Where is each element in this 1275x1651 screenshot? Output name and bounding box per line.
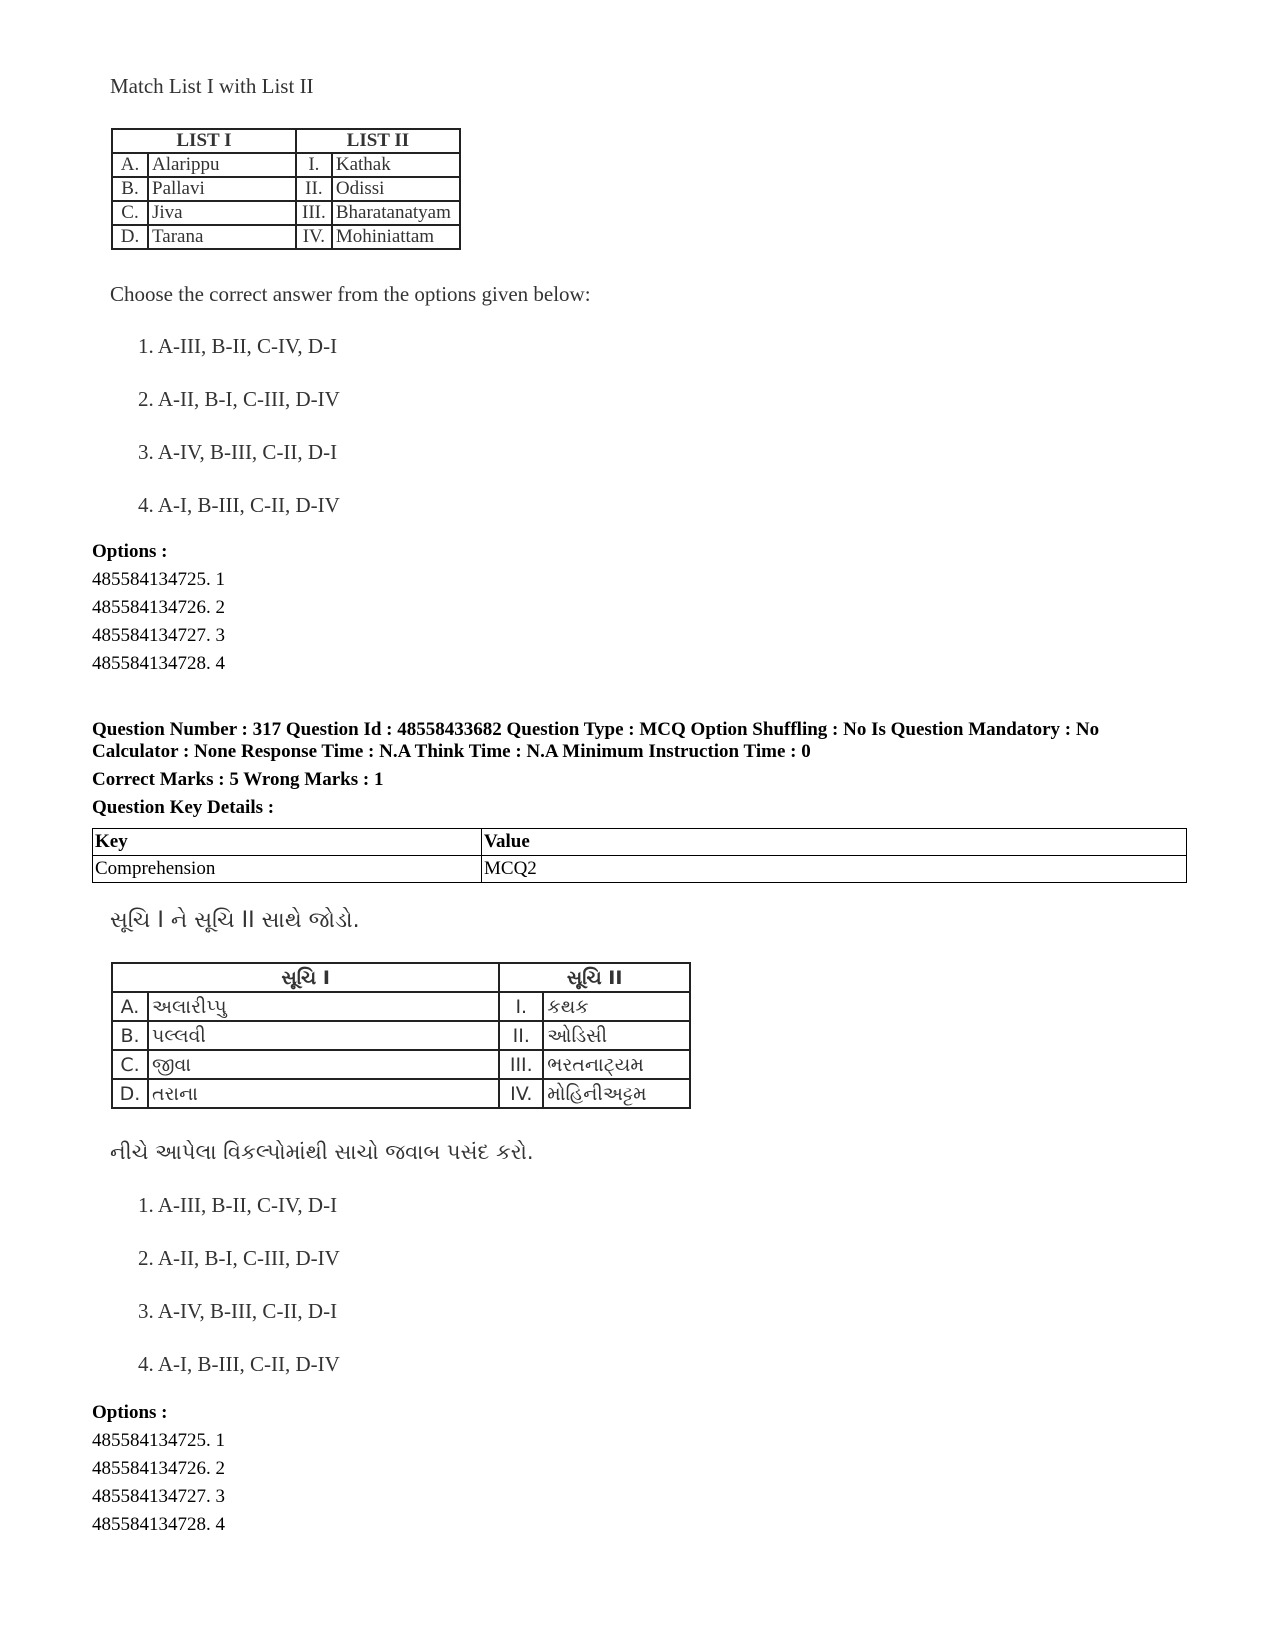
row-numeral: II. — [499, 1021, 543, 1050]
row-letter: C. — [112, 201, 148, 225]
option-item: 485584134725. 1 — [92, 569, 225, 590]
option-item: 485584134727. 3 — [92, 625, 225, 646]
options-section — [92, 1399, 225, 1539]
match-table-gujarati — [111, 962, 691, 1109]
list2-item: કથક — [543, 992, 690, 1021]
option-item: 485584134726. 2 — [92, 597, 225, 618]
list1-item: જીવા — [148, 1050, 499, 1079]
row-letter: D. — [112, 225, 148, 249]
answer-choice-3: 3. A-IV, B-III, C-II, D-I — [138, 440, 338, 464]
match-table — [111, 128, 461, 250]
table-row — [93, 829, 1187, 856]
table-row — [93, 856, 1187, 883]
row-letter: A. — [112, 153, 148, 177]
list-header: સૂચિ II — [499, 963, 690, 992]
key-details-table — [92, 828, 1187, 883]
row-numeral: II. — [296, 177, 332, 201]
list2-item: ઓડિસી — [543, 1021, 690, 1050]
key-details-label: Question Key Details : — [92, 797, 275, 818]
list2-item: Odissi — [332, 177, 460, 201]
row-numeral: IV. — [499, 1079, 543, 1108]
list-header: સૂચિ I — [112, 963, 499, 992]
instruction-text: Choose the correct answer from the options given below: — [110, 282, 591, 306]
list1-item: Tarana — [148, 225, 296, 249]
table-row — [112, 153, 460, 177]
list1-item: અલારીપ્પુ — [148, 992, 499, 1021]
row-letter: B. — [112, 1021, 148, 1050]
row-numeral: IV. — [296, 225, 332, 249]
question-title: Match List I with List II — [110, 74, 314, 98]
row-numeral: I. — [499, 992, 543, 1021]
instruction-text-gujarati: નીચે આપેલા વિકલ્પોમાંથી સાચો જવાબ પસંદ કરો. — [110, 1140, 534, 1164]
option-item: 485584134726. 2 — [92, 1458, 225, 1479]
table-row — [112, 177, 460, 201]
value-cell: MCQ2 — [482, 856, 1187, 883]
list1-item: Jiva — [148, 201, 296, 225]
marks-info: Correct Marks : 5 Wrong Marks : 1 — [92, 769, 384, 790]
list1-item: Alarippu — [148, 153, 296, 177]
row-letter: D. — [112, 1079, 148, 1108]
key-cell: Comprehension — [93, 856, 482, 883]
table-row — [112, 225, 460, 249]
question-metadata: Question Number : 317 Question Id : 48558433682 Question Type : MCQ Option Shuffling : No Is Question Mandatory : No Calculator : None Response Time : N.A Think Time : N.A Minimum Instruction Time : 0 — [92, 719, 1100, 762]
question-title-gujarati: સૂચિ I ને સૂચિ II સાથે જોડો. — [110, 908, 360, 933]
option-item: 485584134728. 4 — [92, 653, 225, 674]
table-row — [112, 201, 460, 225]
list1-item: પલ્લવી — [148, 1021, 499, 1050]
options-section — [92, 538, 225, 678]
row-letter: A. — [112, 992, 148, 1021]
options-label: Options : — [92, 1402, 168, 1423]
value-header: Value — [482, 829, 1187, 856]
answer-choice-4: 4. A-I, B-III, C-II, D-IV — [138, 1352, 340, 1376]
list1-item: તરાના — [148, 1079, 499, 1108]
answer-choice-1: 1. A-III, B-II, C-IV, D-I — [138, 334, 338, 358]
row-letter: B. — [112, 177, 148, 201]
answer-choice-4: 4. A-I, B-III, C-II, D-IV — [138, 493, 340, 517]
option-item: 485584134727. 3 — [92, 1486, 225, 1507]
key-header: Key — [93, 829, 482, 856]
list2-item: ભરતનાટ્યમ — [543, 1050, 690, 1079]
table-row — [112, 1021, 690, 1050]
options-label: Options : — [92, 541, 168, 562]
row-letter: C. — [112, 1050, 148, 1079]
row-numeral: III. — [296, 201, 332, 225]
answer-choice-1: 1. A-III, B-II, C-IV, D-I — [138, 1193, 338, 1217]
list2-item: મોહિનીઅટ્ટમ — [543, 1079, 690, 1108]
list-header: LIST II — [296, 129, 460, 153]
answer-choice-2: 2. A-II, B-I, C-III, D-IV — [138, 387, 340, 411]
answer-choice-3: 3. A-IV, B-III, C-II, D-I — [138, 1299, 338, 1323]
list2-item: Kathak — [332, 153, 460, 177]
list2-item: Mohiniattam — [332, 225, 460, 249]
table-row — [112, 1079, 690, 1108]
list1-item: Pallavi — [148, 177, 296, 201]
option-item: 485584134728. 4 — [92, 1514, 225, 1535]
table-row — [112, 1050, 690, 1079]
row-numeral: III. — [499, 1050, 543, 1079]
list2-item: Bharatanatyam — [332, 201, 460, 225]
row-numeral: I. — [296, 153, 332, 177]
table-row — [112, 992, 690, 1021]
answer-choice-2: 2. A-II, B-I, C-III, D-IV — [138, 1246, 340, 1270]
list-header: LIST I — [112, 129, 296, 153]
option-item: 485584134725. 1 — [92, 1430, 225, 1451]
